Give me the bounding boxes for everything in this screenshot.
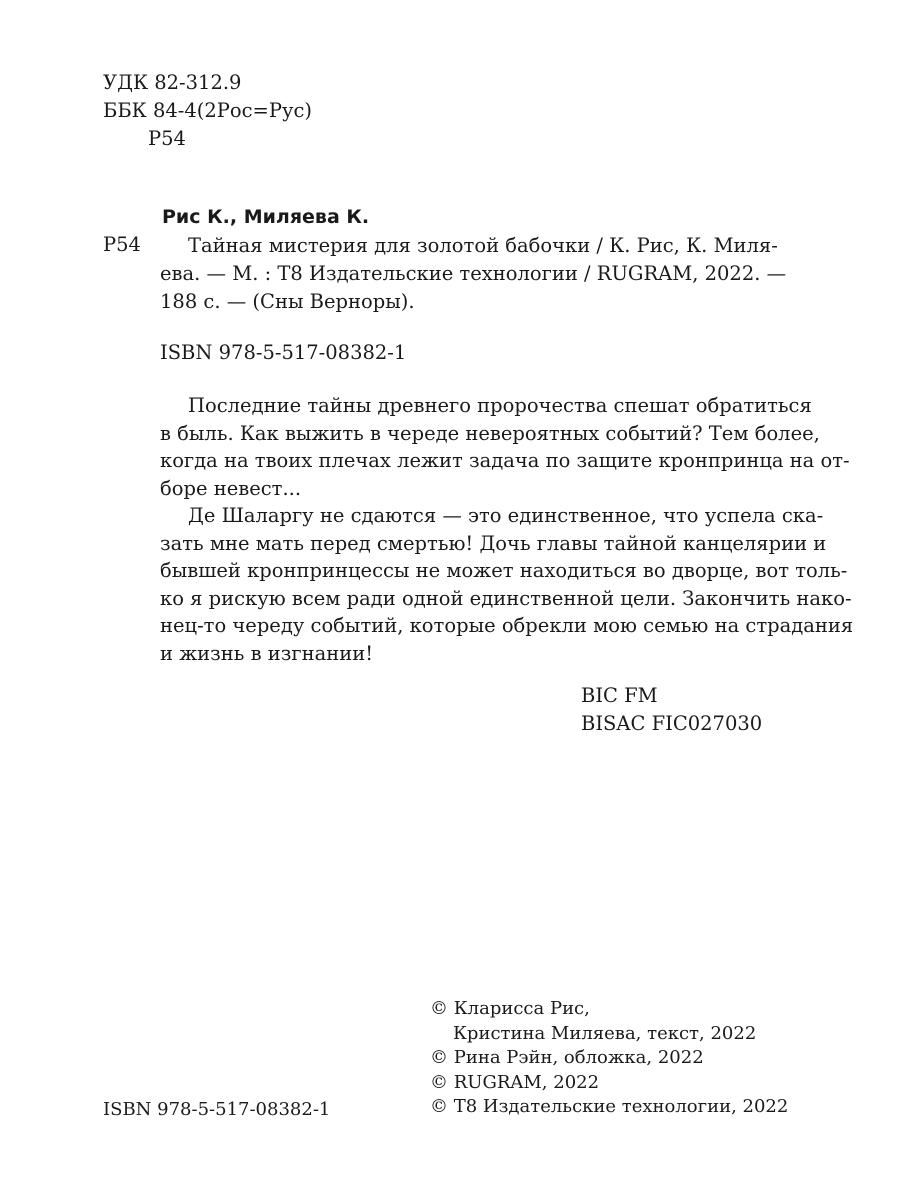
annotation-line: нец-то череду событий, которые обрекли мою семью на страдания [160,614,854,637]
copyright-line: © Кларисса Рис, [430,998,590,1019]
copyright-line: © Т8 Издательские технологии, 2022 [430,1096,789,1117]
isbn-footer: ISBN 978-5-517-08382-1 [103,1099,331,1120]
copyright-line: © Рина Рэйн, обложка, 2022 [430,1047,704,1068]
bibliographic-description [160,232,787,316]
annotation-line: боре невест... [160,476,302,500]
author-mark-top: Р54 [148,127,186,150]
copyright-block [430,997,788,1120]
biblio-line: ева. — М. : Т8 Издательские технологии / RUGRAM, 2022. — [160,262,787,285]
isbn-main: ISBN 978-5-517-08382-1 [160,341,407,364]
annotation-line: и жизнь в изгнании! [160,641,374,665]
annotation-line: Последние тайны древнего пророчества спешат обратиться [188,394,812,417]
annotation-line: бывшей кронпринцессы не может находиться во дворце, вот толь- [160,559,848,582]
annotation-line: ко я рискую всем ради одной единственной цели. Закончить нако- [160,586,852,610]
bisac-code: BISAC FIC027030 [581,712,763,735]
authors-heading: Рис К., Миляева К. [162,206,370,228]
annotation-line: в быль. Как выжить в череде невероятных событий? Тем более, [160,421,820,445]
bic-code: BIC FM [581,684,658,707]
annotation-line: когда на твоих плечах лежит задача по защите кронпринца на от- [160,449,850,472]
annotation-line: зать мне мать перед смертью! Дочь главы тайной канцелярии и [160,531,827,555]
annotation [160,392,854,667]
udk-code: УДК 82-312.9 [103,71,242,94]
author-mark-side: Р54 [103,233,141,256]
biblio-line: Тайная мистерия для золотой бабочки / К. Рис, К. Миля- [188,234,778,257]
annotation-line: Де Шаларгу не сдаются — это единственное, что успела ска- [188,504,824,527]
biblio-line: 188 с. — (Сны Верноры). [160,290,415,313]
bbk-code: ББК 84-4(2Рос=Рус) [103,99,313,122]
copyright-line: Кристина Миляева, текст, 2022 [453,1022,757,1044]
copyright-line: © RUGRAM, 2022 [430,1071,600,1093]
